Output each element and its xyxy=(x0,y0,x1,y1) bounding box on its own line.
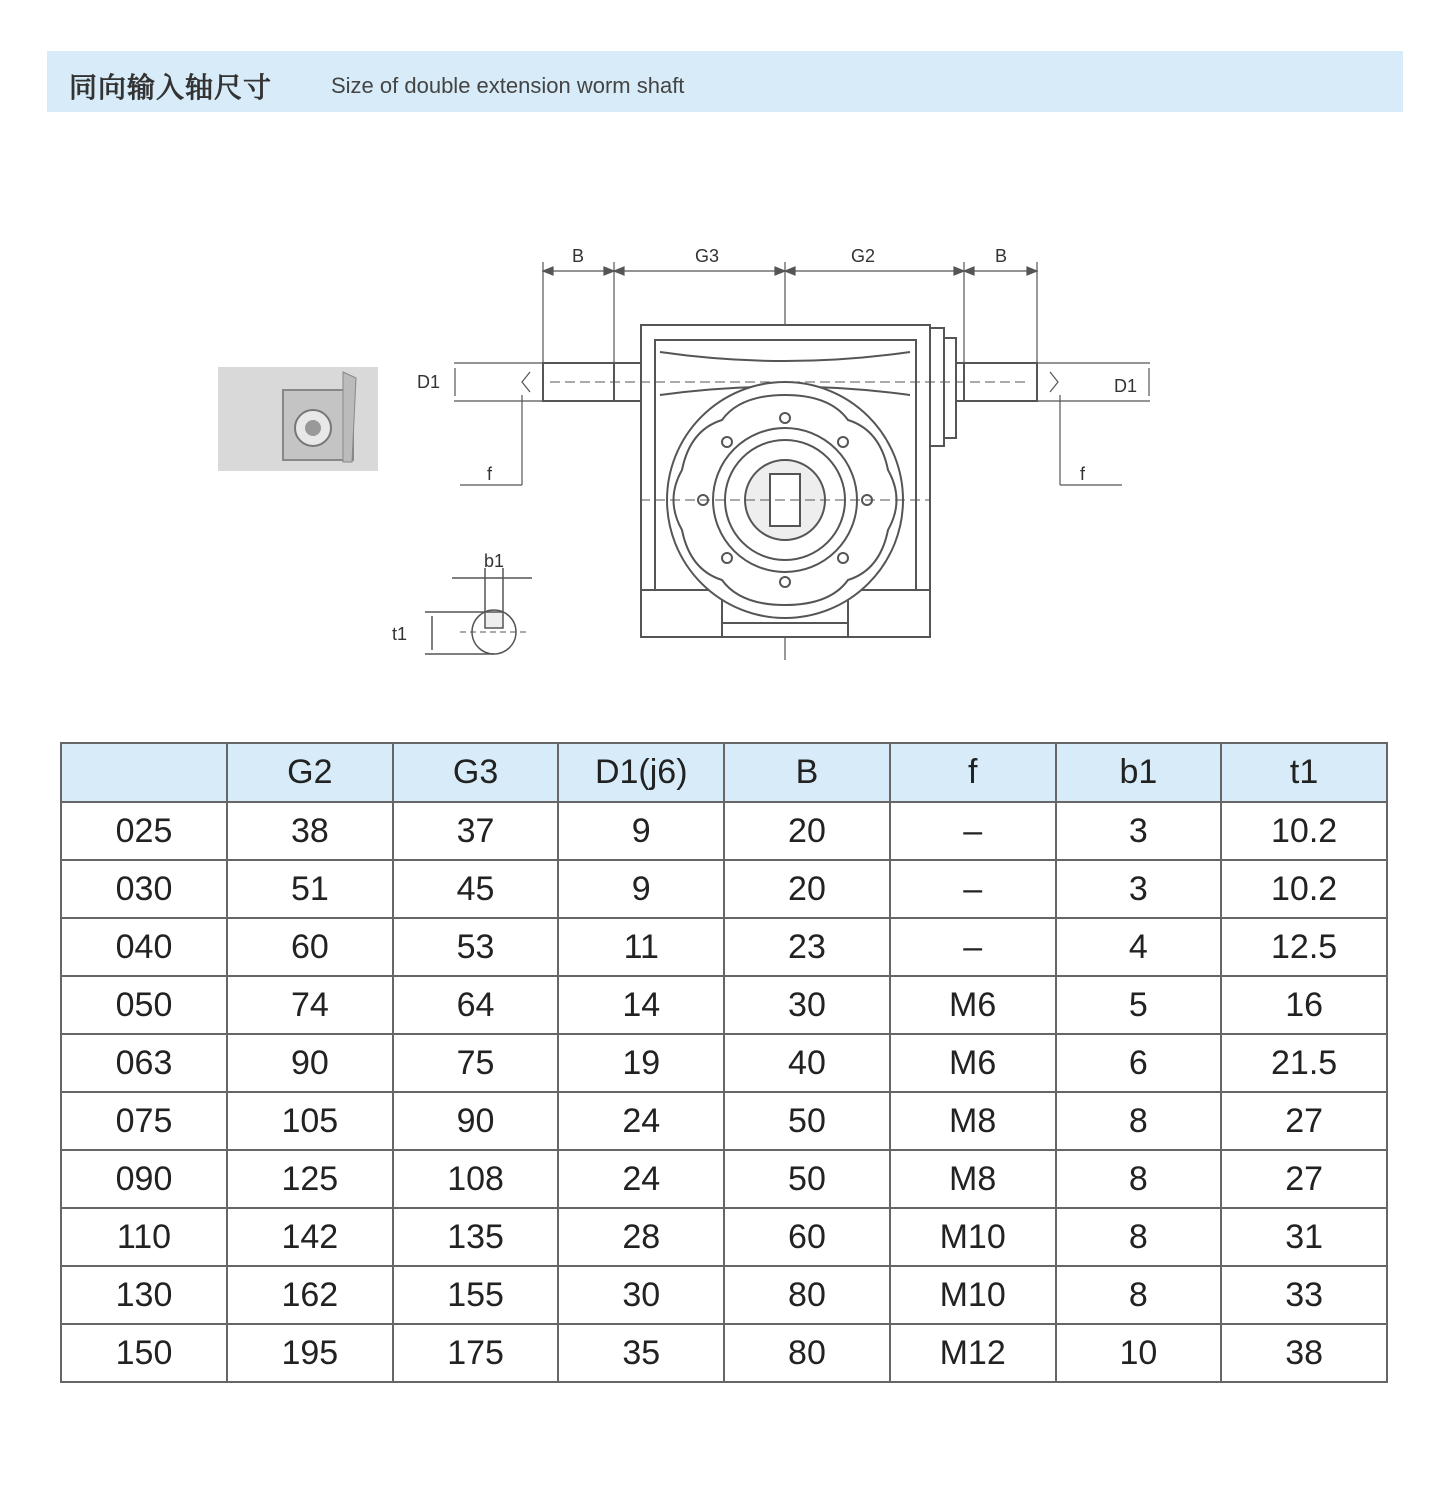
table-cell: 4 xyxy=(1056,918,1222,976)
table-cell: 75 xyxy=(393,1034,559,1092)
table-cell: 27 xyxy=(1221,1150,1387,1208)
table-cell: 60 xyxy=(724,1208,890,1266)
table-cell: 60 xyxy=(227,918,393,976)
table-cell: 27 xyxy=(1221,1092,1387,1150)
table-cell: 90 xyxy=(393,1092,559,1150)
table-row xyxy=(61,1208,1387,1266)
table-row xyxy=(61,802,1387,860)
table-cell: M10 xyxy=(890,1266,1056,1324)
table-row xyxy=(61,918,1387,976)
table-cell: 125 xyxy=(227,1150,393,1208)
table-cell: 31 xyxy=(1221,1208,1387,1266)
table-cell: 37 xyxy=(393,802,559,860)
table-cell: 9 xyxy=(558,860,724,918)
table-cell: 3 xyxy=(1056,802,1222,860)
column-header-t1: t1 xyxy=(1221,743,1387,802)
table-cell: – xyxy=(890,802,1056,860)
column-header-d1: D1(j6) xyxy=(558,743,724,802)
table-cell: 162 xyxy=(227,1266,393,1324)
key-section-detail xyxy=(425,568,532,654)
table-cell: 38 xyxy=(227,802,393,860)
table-cell: 33 xyxy=(1221,1266,1387,1324)
table-cell: 5 xyxy=(1056,976,1222,1034)
product-thumbnail xyxy=(218,367,378,471)
table-cell: 142 xyxy=(227,1208,393,1266)
table-cell: 8 xyxy=(1056,1150,1222,1208)
column-header-f: f xyxy=(890,743,1056,802)
table-cell: 51 xyxy=(227,860,393,918)
table-cell: 105 xyxy=(227,1092,393,1150)
dim-label-d1-right: D1 xyxy=(1114,376,1138,396)
table-cell: 16 xyxy=(1221,976,1387,1034)
table-cell: 175 xyxy=(393,1324,559,1382)
table-cell: 3 xyxy=(1056,860,1222,918)
table-cell: 063 xyxy=(61,1034,227,1092)
table-cell: M8 xyxy=(890,1150,1056,1208)
table-cell: 155 xyxy=(393,1266,559,1324)
table-cell: 20 xyxy=(724,802,890,860)
table-cell: 28 xyxy=(558,1208,724,1266)
dim-label-d1-left: D1 xyxy=(417,372,441,392)
dim-label-b-right: B xyxy=(995,246,1008,266)
column-header-g3: G3 xyxy=(393,743,559,802)
table-cell: 8 xyxy=(1056,1208,1222,1266)
dimension-table xyxy=(60,742,1388,1383)
table-cell: M10 xyxy=(890,1208,1056,1266)
table-cell: 10.2 xyxy=(1221,860,1387,918)
table-cell: 8 xyxy=(1056,1266,1222,1324)
column-header-g2: G2 xyxy=(227,743,393,802)
dim-label-b1: b1 xyxy=(484,551,505,571)
table-cell: 11 xyxy=(558,918,724,976)
table-cell: 40 xyxy=(724,1034,890,1092)
table-cell: 050 xyxy=(61,976,227,1034)
dim-label-g2: G2 xyxy=(851,246,876,266)
table-cell: 135 xyxy=(393,1208,559,1266)
column-header-size xyxy=(61,743,227,802)
table-row xyxy=(61,860,1387,918)
table-cell: 23 xyxy=(724,918,890,976)
table-cell: 108 xyxy=(393,1150,559,1208)
dim-label-g3: G3 xyxy=(695,246,720,266)
table-cell: M8 xyxy=(890,1092,1056,1150)
table-cell: 075 xyxy=(61,1092,227,1150)
table-cell: M6 xyxy=(890,976,1056,1034)
table-cell: 45 xyxy=(393,860,559,918)
table-cell: 110 xyxy=(61,1208,227,1266)
dim-label-t1: t1 xyxy=(392,624,408,644)
table-cell: 80 xyxy=(724,1266,890,1324)
table-cell: 090 xyxy=(61,1150,227,1208)
table-row xyxy=(61,1034,1387,1092)
section-title-cn: 同向输入轴尺寸 xyxy=(69,71,273,104)
table-cell: 90 xyxy=(227,1034,393,1092)
table-cell: 24 xyxy=(558,1092,724,1150)
table-cell: 150 xyxy=(61,1324,227,1382)
table-cell: 50 xyxy=(724,1092,890,1150)
table-cell: 025 xyxy=(61,802,227,860)
table-cell: 10 xyxy=(1056,1324,1222,1382)
table-cell: 35 xyxy=(558,1324,724,1382)
table-cell: 50 xyxy=(724,1150,890,1208)
table-row xyxy=(61,976,1387,1034)
table-cell: 30 xyxy=(724,976,890,1034)
table-cell: M12 xyxy=(890,1324,1056,1382)
dim-label-b-left: B xyxy=(572,246,585,266)
table-cell: 74 xyxy=(227,976,393,1034)
table-cell: 80 xyxy=(724,1324,890,1382)
table-cell: M6 xyxy=(890,1034,1056,1092)
section-title-en: Size of double extension worm shaft xyxy=(331,73,685,98)
table-cell: 6 xyxy=(1056,1034,1222,1092)
table-cell: 10.2 xyxy=(1221,802,1387,860)
table-cell: – xyxy=(890,860,1056,918)
table-cell: 30 xyxy=(558,1266,724,1324)
table-cell: 21.5 xyxy=(1221,1034,1387,1092)
table-cell: 9 xyxy=(558,802,724,860)
dim-label-f-right: f xyxy=(1080,464,1086,484)
technical-drawing xyxy=(0,0,1451,720)
table-row xyxy=(61,1092,1387,1150)
table-cell: – xyxy=(890,918,1056,976)
dim-label-f-left: f xyxy=(487,464,493,484)
table-cell: 130 xyxy=(61,1266,227,1324)
column-header-b: B xyxy=(724,743,890,802)
table-cell: 14 xyxy=(558,976,724,1034)
table-cell: 040 xyxy=(61,918,227,976)
table-cell: 19 xyxy=(558,1034,724,1092)
column-header-b1: b1 xyxy=(1056,743,1222,802)
table-cell: 8 xyxy=(1056,1092,1222,1150)
table-cell: 030 xyxy=(61,860,227,918)
table-cell: 195 xyxy=(227,1324,393,1382)
table-cell: 64 xyxy=(393,976,559,1034)
table-row xyxy=(61,1324,1387,1382)
table-header-row xyxy=(61,743,1387,802)
table-cell: 38 xyxy=(1221,1324,1387,1382)
table-cell: 53 xyxy=(393,918,559,976)
table-cell: 20 xyxy=(724,860,890,918)
table-row xyxy=(61,1150,1387,1208)
table-row xyxy=(61,1266,1387,1324)
table-cell: 12.5 xyxy=(1221,918,1387,976)
table-cell: 24 xyxy=(558,1150,724,1208)
